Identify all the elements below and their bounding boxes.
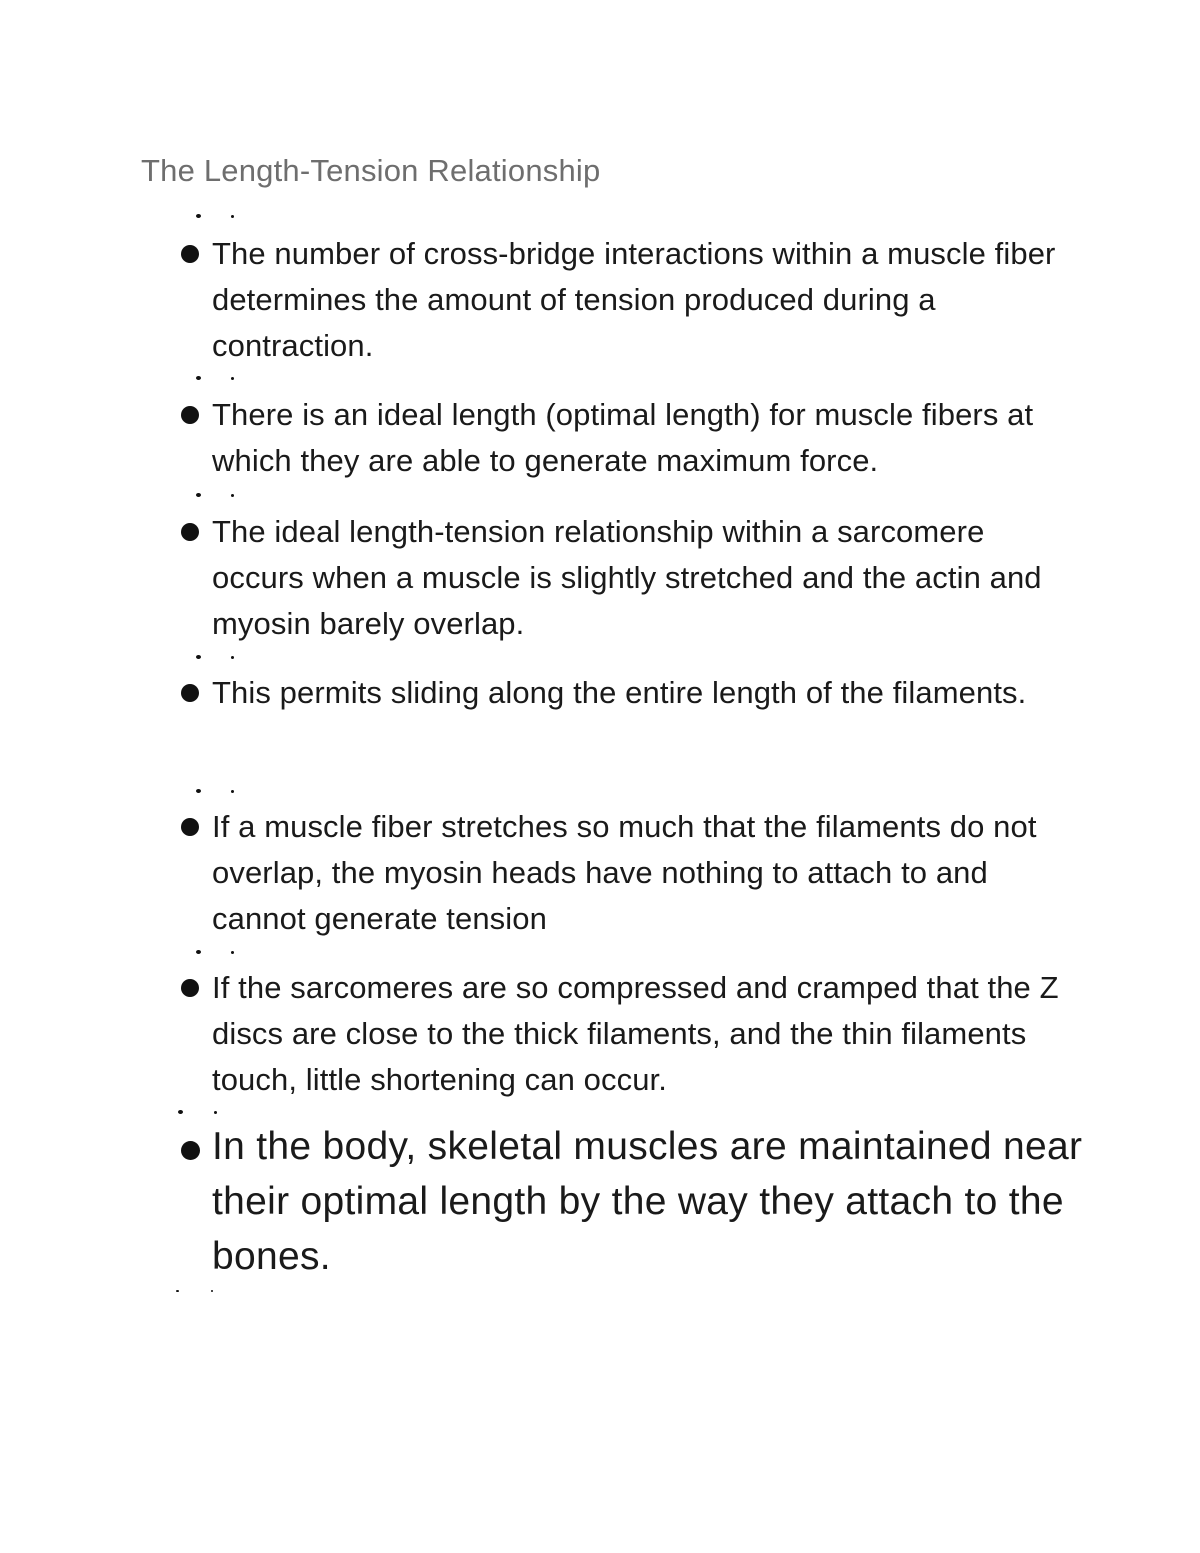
bullet-icon bbox=[181, 523, 199, 541]
empty-bullet-dot bbox=[231, 951, 234, 954]
empty-bullet-dot bbox=[231, 215, 234, 218]
empty-bullet-dot bbox=[211, 1290, 213, 1292]
empty-bullet-dot bbox=[231, 494, 234, 497]
empty-bullet-marker bbox=[196, 655, 201, 659]
list-item-text-large: In the body, skeletal muscles are maintained near their optimal length by the way they attach to the bones. bbox=[212, 1125, 1083, 1278]
empty-bullet-dot bbox=[214, 1111, 217, 1114]
empty-bullet-marker bbox=[178, 1110, 183, 1114]
empty-bullet-dot bbox=[231, 377, 234, 380]
page-title: The Length-Tension Relationship bbox=[141, 153, 601, 188]
empty-bullet-marker bbox=[196, 789, 201, 793]
bullet-icon bbox=[181, 979, 199, 997]
bullet-icon bbox=[181, 818, 199, 836]
bullet-icon bbox=[181, 684, 199, 702]
list-item-text: If a muscle fiber stretches so much that the filaments do not overlap, the myosin heads have nothing to attach to and cannot generate tension bbox=[212, 809, 1037, 936]
empty-bullet-marker bbox=[196, 376, 201, 380]
bullet-icon bbox=[181, 1141, 200, 1160]
empty-bullet-marker bbox=[196, 950, 201, 954]
empty-bullet-marker bbox=[196, 493, 201, 497]
empty-bullet-dot bbox=[231, 656, 234, 659]
list-item-text: The number of cross-bridge interactions within a muscle fiber determines the amount of tension produced during a contraction. bbox=[212, 236, 1056, 363]
list-item-text: The ideal length-tension relationship within a sarcomere occurs when a muscle is slightly stretched and the actin and myosin barely overlap. bbox=[212, 514, 1042, 641]
bullet-icon bbox=[181, 245, 199, 263]
list-item-text: If the sarcomeres are so compressed and cramped that the Z discs are close to the thick filaments, and the thin filaments touch, little shortening can occur. bbox=[212, 970, 1059, 1097]
empty-bullet-marker bbox=[196, 214, 201, 218]
empty-bullet-dot bbox=[231, 790, 234, 793]
list-item-text: This permits sliding along the entire length of the filaments. bbox=[212, 675, 1027, 710]
list-item-text: There is an ideal length (optimal length) for muscle fibers at which they are able to generate maximum force. bbox=[212, 397, 1034, 478]
bullet-icon bbox=[181, 406, 199, 424]
empty-bullet-marker bbox=[176, 1290, 179, 1292]
